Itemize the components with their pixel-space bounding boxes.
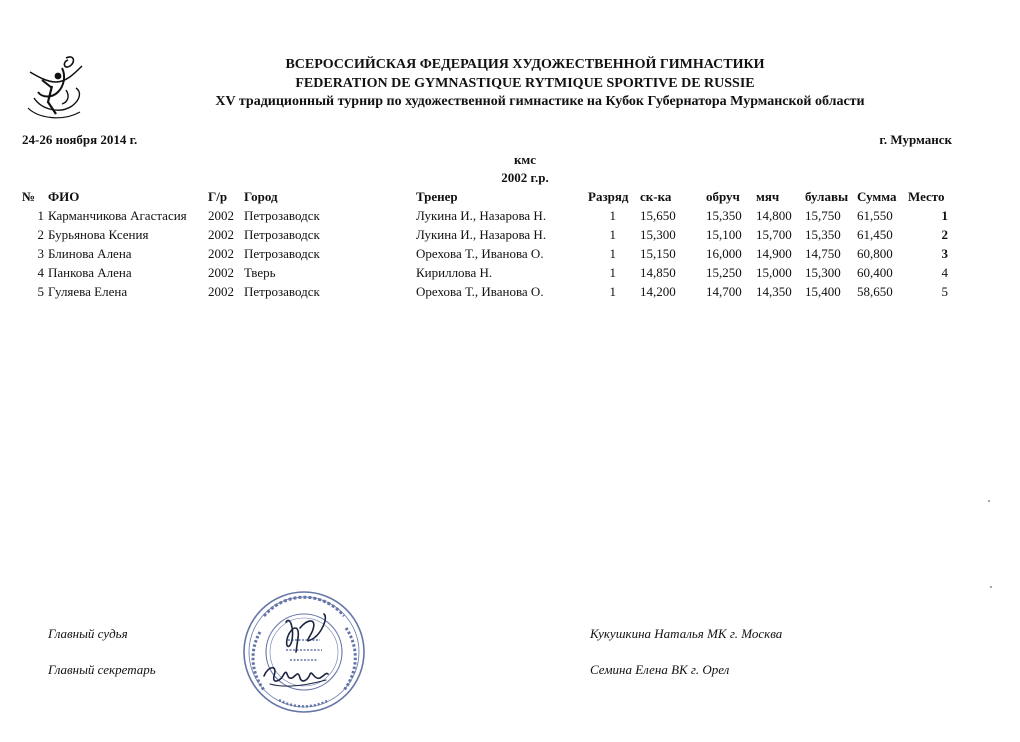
- col-rank: Разряд: [588, 189, 629, 204]
- tournament-title: XV традиционный турнир по художественной гимнастике на Кубок Губернатора Мурманской области: [215, 94, 865, 109]
- col-clubs: булавы: [805, 189, 849, 204]
- cell-no: 1: [37, 208, 44, 223]
- cell-birth-year: 2002: [208, 208, 234, 223]
- cell-no: 5: [37, 284, 44, 299]
- cell-city: Петрозаводск: [244, 208, 320, 223]
- cell-ball: 15,000: [756, 265, 792, 280]
- cell-coach: Орехова Т., Иванова О.: [416, 246, 544, 261]
- chief-secretary-name: Семина Елена ВК г. Орел: [590, 662, 730, 677]
- cell-hoop: 15,350: [706, 208, 742, 223]
- cell-coach: Орехова Т., Иванова О.: [416, 284, 544, 299]
- cell-place: 2: [941, 227, 948, 242]
- cell-city: Петрозаводск: [244, 246, 320, 261]
- cell-rope: 15,150: [640, 246, 676, 261]
- table-row: [0, 227, 1020, 245]
- cell-ball: 14,350: [756, 284, 792, 299]
- cell-fio: Бурьянова Ксения: [48, 227, 149, 242]
- cell-coach: Лукина И., Назарова Н.: [416, 227, 547, 242]
- cell-total: 60,400: [857, 265, 893, 280]
- cell-place: 5: [941, 284, 948, 299]
- cell-rank: 1: [609, 227, 616, 242]
- col-ball: мяч: [756, 189, 780, 204]
- cell-clubs: 15,350: [805, 227, 841, 242]
- cell-birth-year: 2002: [208, 227, 234, 242]
- cell-no: 4: [37, 265, 44, 280]
- event-city: г. Мурманск: [879, 132, 952, 147]
- cell-coach: Кириллова Н.: [416, 265, 493, 280]
- cell-place: 1: [941, 208, 948, 223]
- event-date: 24-26 ноября 2014 г.: [22, 132, 138, 147]
- chief-judge-name: Кукушкина Наталья МК г. Москва: [590, 626, 783, 641]
- cell-hoop: 16,000: [706, 246, 742, 261]
- official-stamp-icon: [234, 588, 374, 718]
- cell-place: 3: [941, 246, 948, 261]
- cell-clubs: 15,400: [805, 284, 841, 299]
- cell-total: 58,650: [857, 284, 893, 299]
- cell-clubs: 15,300: [805, 265, 841, 280]
- cell-hoop: 14,700: [706, 284, 742, 299]
- chief-judge-label: Главный судья: [48, 626, 128, 641]
- col-city: Город: [244, 189, 278, 204]
- cell-coach: Лукина И., Назарова Н.: [416, 208, 547, 223]
- col-fio: ФИО: [48, 189, 80, 204]
- col-coach: Тренер: [416, 189, 458, 204]
- scan-speck: [990, 586, 992, 588]
- cell-ball: 14,800: [756, 208, 792, 223]
- cell-ball: 15,700: [756, 227, 792, 242]
- cell-no: 3: [37, 246, 44, 261]
- col-place: Место: [908, 189, 945, 204]
- chief-secretary-label: Главный секретарь: [48, 662, 156, 677]
- cell-birth-year: 2002: [208, 246, 234, 261]
- cell-rope: 15,650: [640, 208, 676, 223]
- col-hoop: обруч: [706, 189, 740, 204]
- table-row: [0, 265, 1020, 283]
- cell-rope: 14,200: [640, 284, 676, 299]
- cell-city: Тверь: [244, 265, 276, 280]
- table-row: [0, 208, 1020, 226]
- cell-rope: 14,850: [640, 265, 676, 280]
- cell-no: 2: [37, 227, 44, 242]
- col-total: Сумма: [857, 189, 897, 204]
- cell-fio: Карманчикова Агастасия: [48, 208, 187, 223]
- cell-city: Петрозаводск: [244, 227, 320, 242]
- category-label: кмс: [513, 152, 537, 167]
- cell-rank: 1: [609, 208, 616, 223]
- cell-total: 61,550: [857, 208, 893, 223]
- cell-fio: Блинова Алена: [48, 246, 132, 261]
- cell-total: 60,800: [857, 246, 893, 261]
- cell-city: Петрозаводск: [244, 284, 320, 299]
- cell-rank: 1: [609, 265, 616, 280]
- table-row: [0, 246, 1020, 264]
- cell-ball: 14,900: [756, 246, 792, 261]
- cell-total: 61,450: [857, 227, 893, 242]
- cell-fio: Гуляева Елена: [48, 284, 128, 299]
- year-group-label: 2002 г.р.: [501, 170, 549, 185]
- cell-clubs: 14,750: [805, 246, 841, 261]
- cell-birth-year: 2002: [208, 265, 234, 280]
- cell-rope: 15,300: [640, 227, 676, 242]
- federation-name-ru: ВСЕРОССИЙСКАЯ ФЕДЕРАЦИЯ ХУДОЖЕСТВЕННОЙ ГИМНАСТИКИ: [285, 57, 765, 72]
- cell-rank: 1: [609, 246, 616, 261]
- cell-hoop: 15,100: [706, 227, 742, 242]
- table-header: [0, 189, 1020, 207]
- col-birth-year: Г/р: [208, 189, 228, 204]
- scan-speck: [988, 500, 990, 502]
- cell-birth-year: 2002: [208, 284, 234, 299]
- cell-fio: Панкова Алена: [48, 265, 132, 280]
- col-rope: ск-ка: [640, 189, 672, 204]
- federation-name-fr: FEDERATION DE GYMNASTIQUE RYTMIQUE SPORTIVE DE RUSSIE: [295, 76, 755, 91]
- cell-rank: 1: [609, 284, 616, 299]
- cell-clubs: 15,750: [805, 208, 841, 223]
- cell-hoop: 15,250: [706, 265, 742, 280]
- table-row: [0, 284, 1020, 302]
- cell-place: 4: [941, 265, 948, 280]
- col-no: №: [22, 189, 36, 204]
